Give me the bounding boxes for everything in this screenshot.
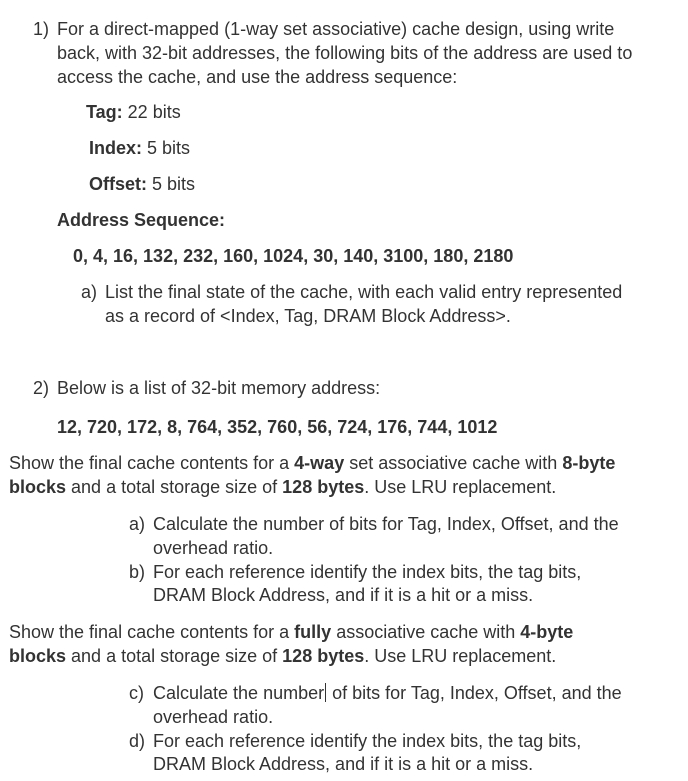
offset-field bbox=[89, 173, 195, 195]
offset-value: 5 bits bbox=[147, 174, 196, 194]
q2-intro: Below is a list of 32-bit memory address: bbox=[57, 378, 381, 398]
tag-value: 22 bits bbox=[122, 102, 181, 122]
text-run-bold: blocks bbox=[9, 646, 67, 666]
index-value: 5 bits bbox=[142, 138, 191, 158]
text-run: Show the final cache contents for a bbox=[9, 453, 295, 473]
item-d-line: For each reference identify the index bits, the tag bits, bbox=[153, 731, 582, 751]
text-run-bold: 128 bytes bbox=[282, 477, 365, 497]
text-run: . Use LRU replacement. bbox=[364, 477, 557, 497]
q1-text-line: access the cache, and use the address sequence: bbox=[57, 67, 458, 87]
text-run: of bits for Tag, Index, Offset, and the bbox=[327, 683, 622, 703]
item-d-marker: d) bbox=[129, 731, 146, 751]
text-run-bold: blocks bbox=[9, 477, 67, 497]
item-c-line[interactable] bbox=[153, 682, 622, 704]
text-run: . Use LRU replacement. bbox=[364, 646, 557, 666]
item-b-line: DRAM Block Address, and if it is a hit or a miss. bbox=[153, 585, 534, 605]
q2-number: 2) bbox=[33, 378, 50, 398]
item-a-marker: a) bbox=[129, 514, 146, 534]
item-b-line: For each reference identify the index bits, the tag bits, bbox=[153, 562, 582, 582]
memory-addresses: 12, 720, 172, 8, 764, 352, 760, 56, 724, 176, 744, 1012 bbox=[57, 417, 498, 437]
address-sequence: 0, 4, 16, 132, 232, 160, 1024, 30, 140, 3100, 180, 2180 bbox=[73, 246, 514, 266]
text-run: associative cache with bbox=[331, 622, 521, 642]
text-run-bold: 8-byte bbox=[562, 453, 616, 473]
item-c-marker: c) bbox=[129, 683, 144, 703]
item-c-line: overhead ratio. bbox=[153, 707, 274, 727]
four-way-paragraph-line bbox=[9, 452, 615, 474]
fully-assoc-paragraph-line bbox=[9, 621, 573, 643]
text-run: and a total storage size of bbox=[66, 477, 283, 497]
text-run-bold: 128 bytes bbox=[282, 646, 365, 666]
index-label: Index: bbox=[89, 138, 143, 158]
four-way-paragraph-line bbox=[9, 476, 556, 498]
q1-text-line: back, with 32-bit addresses, the following bits of the address are used to bbox=[57, 43, 633, 63]
q1-number: 1) bbox=[33, 19, 50, 39]
q1-text-line: For a direct-mapped (1-way set associative) cache design, using write bbox=[57, 19, 615, 39]
q1-sub-a-marker: a) bbox=[81, 282, 98, 302]
text-run-bold: 4-byte bbox=[520, 622, 574, 642]
text-run-bold: 4-way bbox=[294, 453, 345, 473]
text-run: Show the final cache contents for a bbox=[9, 622, 295, 642]
text-run: and a total storage size of bbox=[66, 646, 283, 666]
q1-sub-a-line: List the final state of the cache, with each valid entry represented bbox=[105, 282, 623, 302]
item-d-line: DRAM Block Address, and if it is a hit or a miss. bbox=[153, 754, 534, 774]
index-field bbox=[89, 137, 190, 159]
text-cursor bbox=[325, 683, 326, 702]
address-sequence-label: Address Sequence: bbox=[57, 210, 226, 230]
tag-field bbox=[86, 101, 181, 123]
tag-label: Tag: bbox=[86, 102, 123, 122]
item-a-line: Calculate the number of bits for Tag, Index, Offset, and the bbox=[153, 514, 619, 534]
fully-assoc-paragraph-line bbox=[9, 645, 556, 667]
text-run: Calculate the number bbox=[153, 683, 325, 703]
item-a-line: overhead ratio. bbox=[153, 538, 274, 558]
q1-sub-a-line: as a record of <Index, Tag, DRAM Block Address>. bbox=[105, 306, 511, 326]
text-run: set associative cache with bbox=[344, 453, 563, 473]
text-run-bold: fully bbox=[294, 622, 332, 642]
item-b-marker: b) bbox=[129, 562, 146, 582]
offset-label: Offset: bbox=[89, 174, 147, 194]
